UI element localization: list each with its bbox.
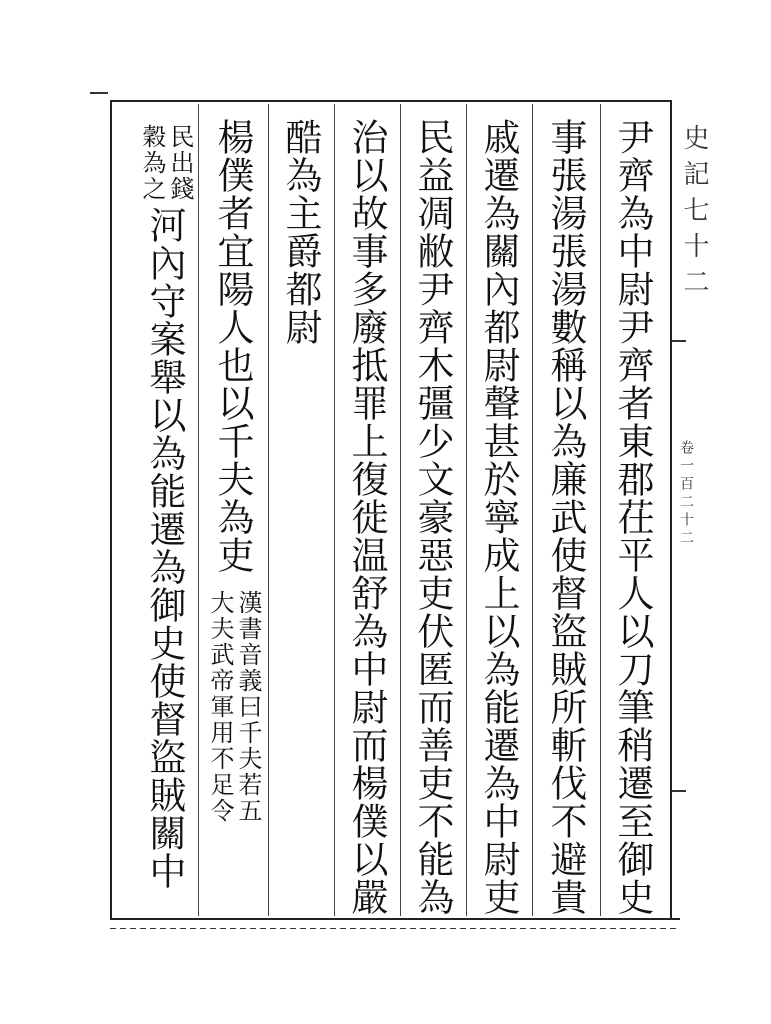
column-rule bbox=[466, 104, 467, 916]
text-column-3: 戚遷為關內都尉聲甚於寧成上以為能遷為中尉吏 bbox=[477, 118, 520, 916]
margin-separator bbox=[672, 340, 686, 342]
text-column-5: 治以故事多廢抵罪上復徙温舒為中尉而楊僕以嚴 bbox=[345, 118, 388, 916]
text-column-2: 事張湯張湯數稱以為廉武使督盜賊所斬伐不避貴 bbox=[544, 118, 587, 916]
annotation-note-right: 民出錢 bbox=[166, 124, 194, 202]
text-column-1: 尹齊為中尉尹齊者東郡茌平人以刀筆稍遷至御史 bbox=[611, 118, 654, 916]
column-rule bbox=[334, 104, 335, 916]
frame-top-border bbox=[112, 100, 672, 102]
text-column-8: 河內守案舉以為能遷為御史使督盜賊關中 bbox=[143, 206, 186, 890]
frame-bottom-dashed bbox=[110, 928, 680, 929]
annotation-note-right: 漢書音義曰千夫若五 bbox=[234, 590, 262, 824]
margin-volume-number: 卷一百二十二 bbox=[678, 440, 694, 548]
frame-bottom-border bbox=[110, 918, 680, 920]
text-column-6: 酷為主爵都尉 bbox=[279, 118, 322, 346]
frame-left-border bbox=[110, 100, 112, 920]
column-rule bbox=[198, 104, 199, 916]
column-rule bbox=[600, 104, 601, 916]
text-column-7: 楊僕者宜陽人也以千夫為吏 bbox=[211, 118, 254, 574]
column-rule bbox=[532, 104, 533, 916]
frame-right-border bbox=[670, 100, 672, 920]
column-rule bbox=[268, 104, 269, 916]
margin-separator bbox=[672, 790, 686, 792]
annotation-note-left: 大夫武帝軍用不足令 bbox=[206, 590, 234, 824]
annotation-note-left: 穀為之 bbox=[138, 124, 166, 202]
frame-tick bbox=[90, 92, 108, 94]
margin-book-title: 史記七十二 bbox=[679, 124, 709, 304]
text-column-4: 民益凋敝尹齊木彊少文豪惡吏伏匿而善吏不能為 bbox=[411, 118, 454, 916]
column-rule bbox=[400, 104, 401, 916]
